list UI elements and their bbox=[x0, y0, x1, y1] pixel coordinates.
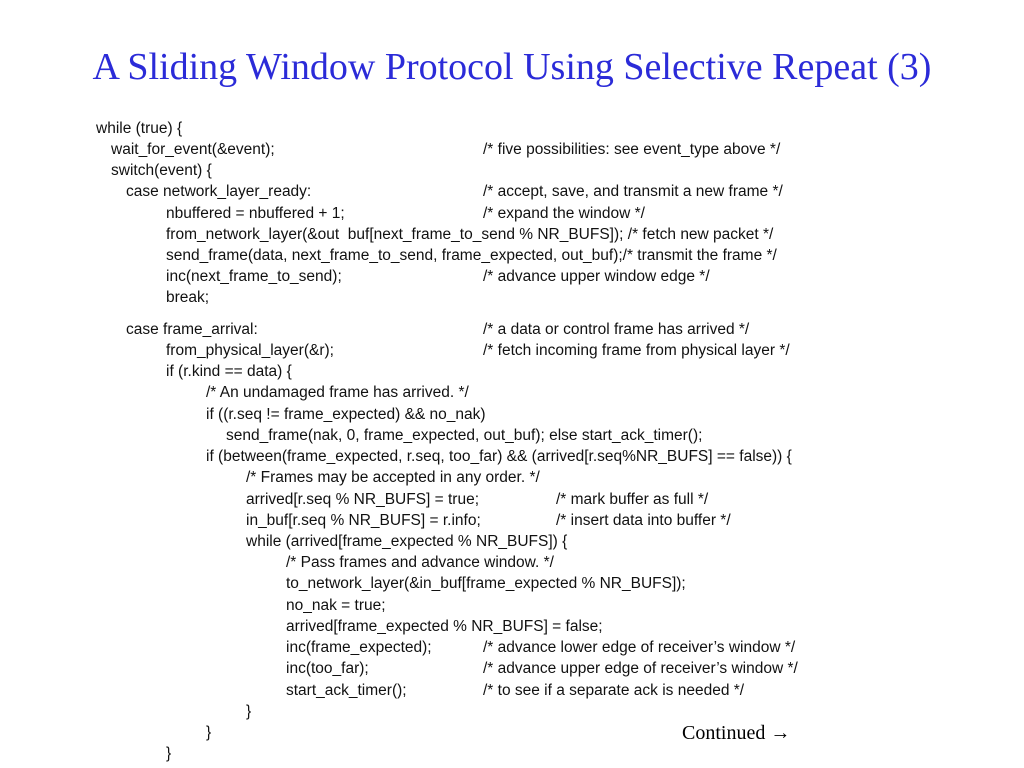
code-line-17: /* Frames may be accepted in any order. */ bbox=[246, 469, 540, 486]
code-line-1: while (true) { bbox=[96, 120, 183, 137]
code-comment-26: /* advance upper edge of receiver’s window */ bbox=[483, 660, 798, 677]
code-line-4: case network_layer_ready: bbox=[126, 183, 312, 200]
right-arrow-icon: → bbox=[770, 722, 791, 744]
slide-title: A Sliding Window Protocol Using Selective Repeat (3) bbox=[92, 46, 932, 88]
code-line-23: no_nak = true; bbox=[286, 597, 386, 614]
code-line-20: while (arrived[frame_expected % NR_BUFS]) { bbox=[246, 533, 568, 550]
code-line-7: send_frame(data, next_frame_to_send, frame_expected, out_buf);/* transmit the frame */ bbox=[166, 247, 777, 264]
code-line-9: break; bbox=[166, 289, 210, 306]
code-comment-18: /* mark buffer as full */ bbox=[556, 491, 709, 508]
code-line-26: inc(too_far); bbox=[286, 660, 369, 677]
code-line-5: nbuffered = nbuffered + 1; bbox=[166, 205, 345, 222]
code-line-21: /* Pass frames and advance window. */ bbox=[286, 554, 554, 571]
code-comment-8: /* advance upper window edge */ bbox=[483, 268, 710, 285]
code-comment-19: /* insert data into buffer */ bbox=[556, 512, 731, 529]
code-line-27: start_ack_timer(); bbox=[286, 682, 407, 699]
code-line-8: inc(next_frame_to_send); bbox=[166, 268, 342, 285]
code-listing bbox=[0, 118, 1024, 768]
code-line-13: /* An undamaged frame has arrived. */ bbox=[206, 384, 469, 401]
code-comment-10: /* a data or control frame has arrived */ bbox=[483, 321, 750, 338]
code-line-18: arrived[r.seq % NR_BUFS] = true; bbox=[246, 491, 480, 508]
code-line-16: if (between(frame_expected, r.seq, too_far) && (arrived[r.seq%NR_BUFS] == false)) { bbox=[206, 448, 792, 465]
code-comment-27: /* to see if a separate ack is needed */ bbox=[483, 682, 745, 699]
code-comment-5: /* expand the window */ bbox=[483, 205, 645, 222]
code-line-19: in_buf[r.seq % NR_BUFS] = r.info; bbox=[246, 512, 481, 529]
code-line-2: wait_for_event(&event); bbox=[111, 141, 275, 158]
code-line-29: } bbox=[206, 724, 212, 741]
code-line-6: from_network_layer(&out buf[next_frame_to_send % NR_BUFS]); /* fetch new packet */ bbox=[166, 226, 774, 243]
code-line-24: arrived[frame_expected % NR_BUFS] = false; bbox=[286, 618, 603, 635]
code-line-30: } bbox=[166, 745, 172, 762]
code-line-14: if ((r.seq != frame_expected) && no_nak) bbox=[206, 406, 486, 423]
continued-label: Continued bbox=[682, 722, 766, 744]
code-line-25: inc(frame_expected); bbox=[286, 639, 432, 656]
code-line-10: case frame_arrival: bbox=[126, 321, 258, 338]
code-line-28: } bbox=[246, 703, 252, 720]
code-comment-25: /* advance lower edge of receiver’s window */ bbox=[483, 639, 796, 656]
continued-note bbox=[682, 720, 790, 746]
code-comment-2: /* five possibilities: see event_type above */ bbox=[483, 141, 781, 158]
code-line-11: from_physical_layer(&r); bbox=[166, 342, 334, 359]
code-line-3: switch(event) { bbox=[111, 162, 212, 179]
code-line-12: if (r.kind == data) { bbox=[166, 363, 292, 380]
code-comment-4: /* accept, save, and transmit a new frame */ bbox=[483, 183, 783, 200]
code-line-15: send_frame(nak, 0, frame_expected, out_buf); else start_ack_timer(); bbox=[226, 427, 703, 444]
code-line-22: to_network_layer(&in_buf[frame_expected % NR_BUFS]); bbox=[286, 575, 686, 592]
code-comment-11: /* fetch incoming frame from physical layer */ bbox=[483, 342, 790, 359]
